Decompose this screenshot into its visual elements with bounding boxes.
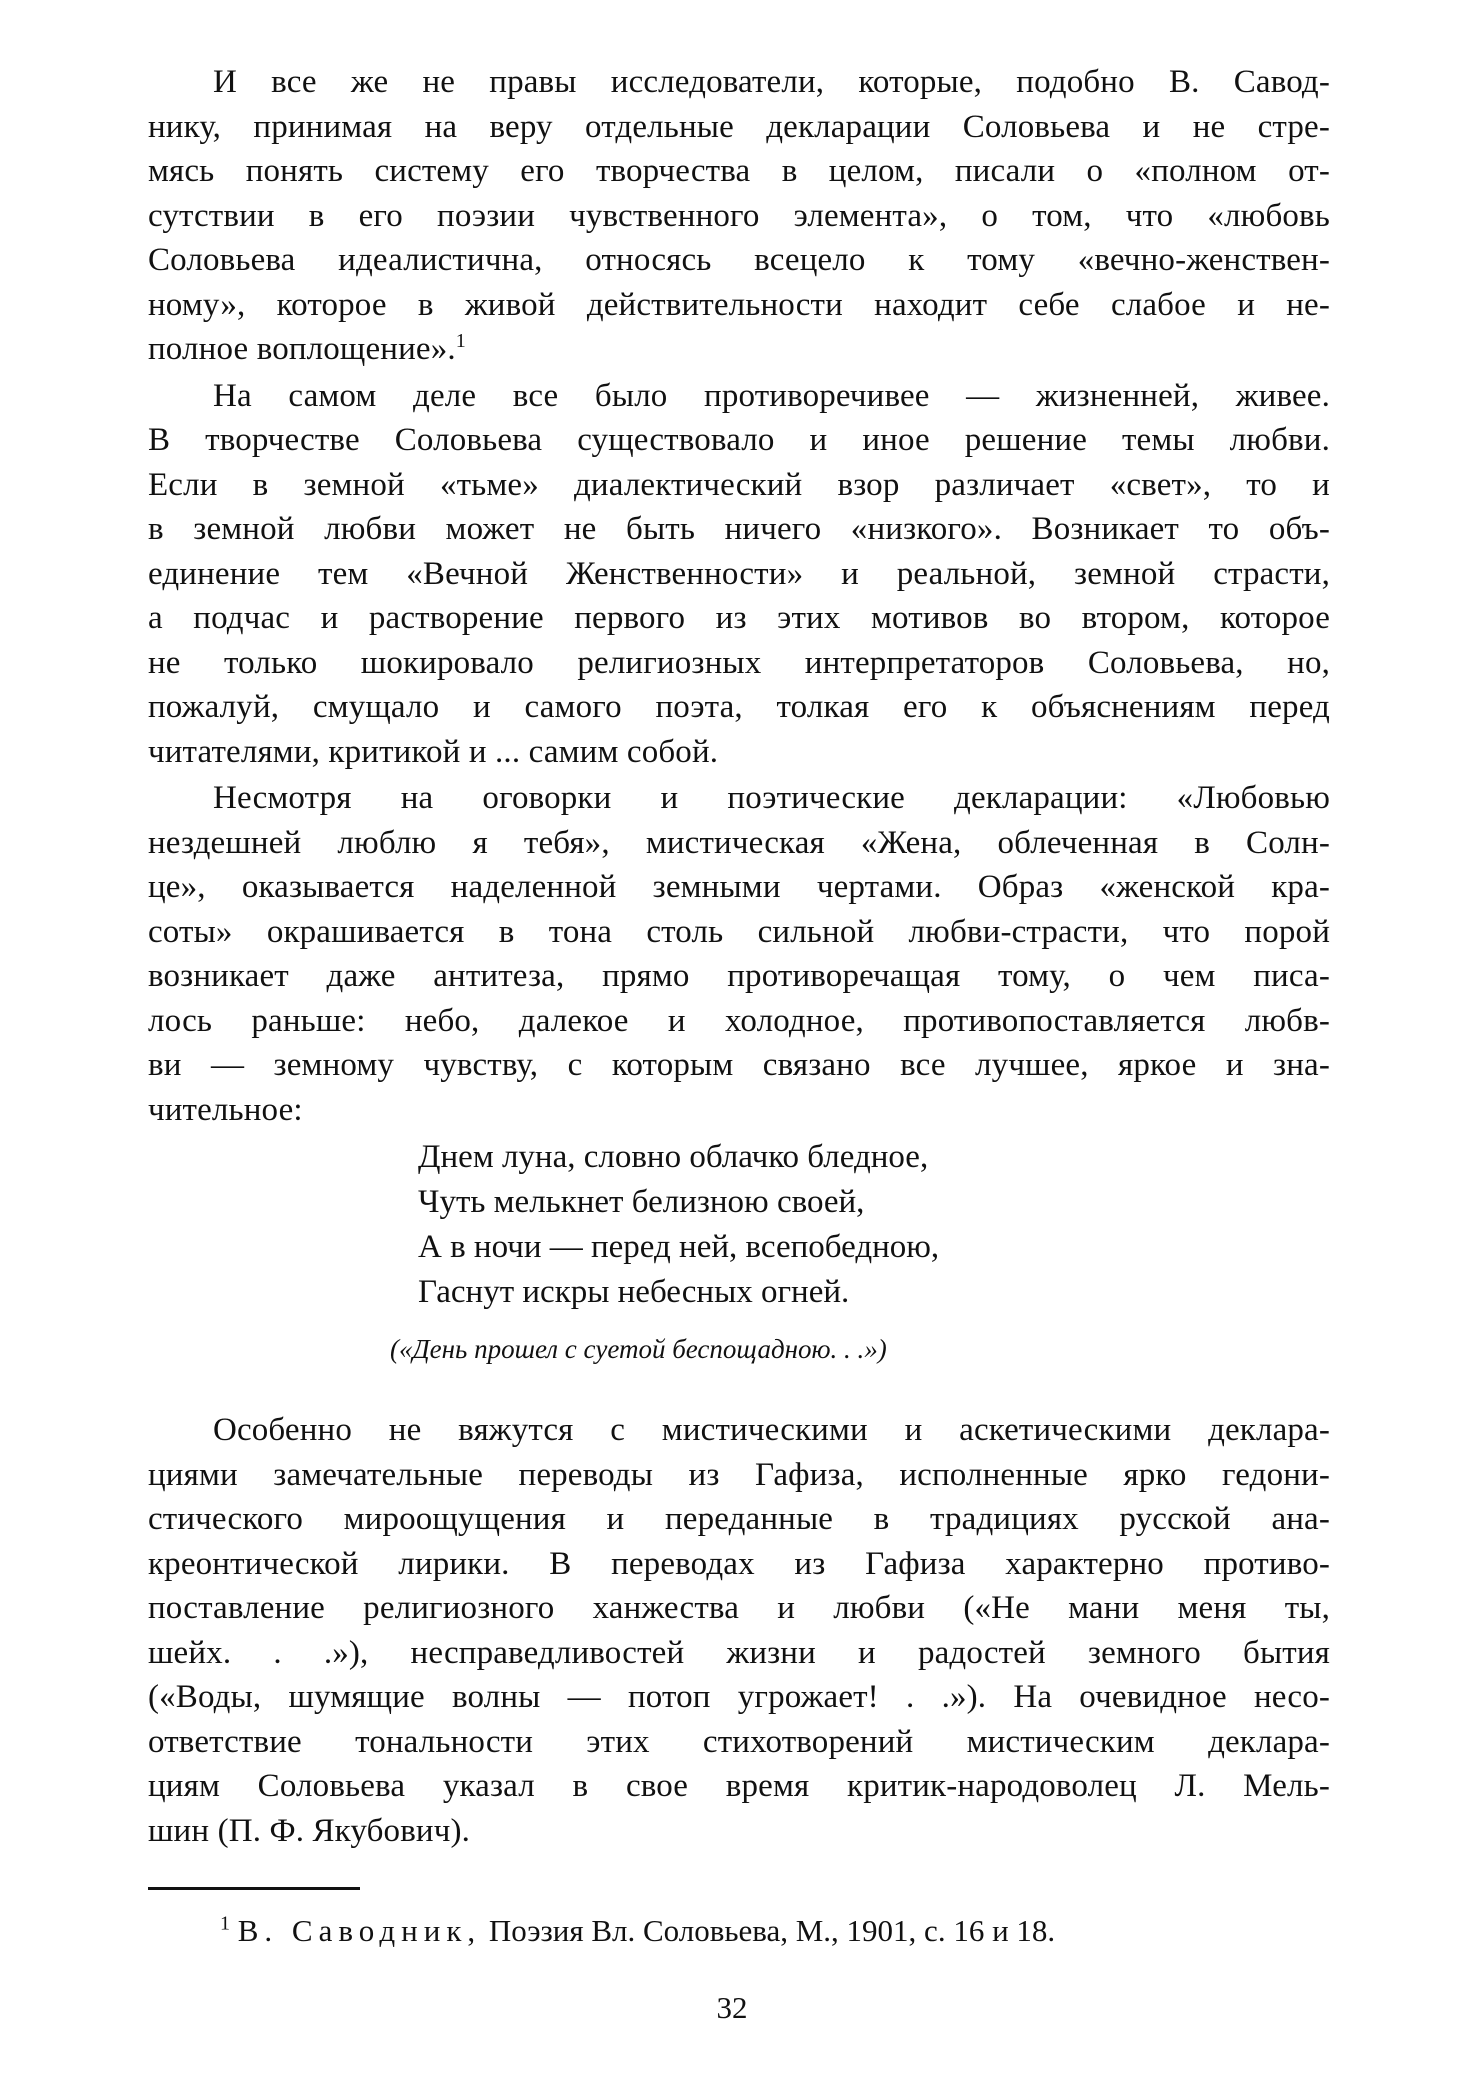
poem-line: Днем луна, словно облачко бледное, (418, 1139, 929, 1175)
text-line: лось раньше: небо, далекое и холодное, противопоставляется любв- (148, 1002, 1330, 1039)
text-line: единение тем «Вечной Женственности» и реальной, земной страсти, (148, 555, 1330, 592)
main-text-block-2 (148, 1408, 1330, 1853)
text-line-last (148, 327, 1330, 372)
page-number: 32 (716, 1990, 748, 2025)
text-line: соты» окрашивается в тона столь сильной любви-страсти, что порой (148, 913, 1330, 950)
text-line: ному», которое в живой действительности находит себе слабое и не- (148, 286, 1330, 323)
text-line: стического мироощущения и переданные в традициях русской ана- (148, 1501, 1330, 1537)
text-line: На самом деле все было противоречивее — жизненней, живее. (213, 377, 1330, 414)
text-line: циям Соловьева указал в свое время критик-народоволец Л. Мель- (148, 1768, 1330, 1804)
poem-line: Гаснут искры небесных огней. (418, 1274, 850, 1310)
text-line: а подчас и растворение первого из этих мотивов во втором, которое (148, 600, 1330, 636)
text-line: И все же не правы исследователи, которые, подобно В. Савод- (213, 64, 1330, 100)
main-text-block (148, 60, 1330, 1132)
footnote-citation: Поэзия Вл. Соловьева, М., 1901, с. 16 и 18. (481, 1913, 1056, 1948)
text-line-content: полное воплощение». (148, 331, 456, 367)
text-line: ви — земному чувству, с которым связано все лучшее, яркое и зна- (148, 1047, 1330, 1083)
text-line: нездешней люблю я тебя», мистическая «Жена, облеченная в Солн- (148, 824, 1330, 861)
paragraph-4 (148, 1408, 1330, 1853)
text-line: возникает даже антитеза, прямо противоречащая тому, о чем писа- (148, 958, 1330, 994)
text-line: не только шокировало религиозных интерпретаторов Соловьева, но, (148, 644, 1330, 681)
text-line: це», оказывается наделенной земными чертами. Образ «женской кра- (148, 869, 1330, 905)
text-line: мясь понять систему его творчества в целом, писали о «полном от- (148, 153, 1330, 189)
poem-quotation (418, 1135, 939, 1315)
text-line: пожалуй, смущало и самого поэта, толкая его к объяснениям перед (148, 689, 1330, 725)
paragraph-1 (148, 60, 1330, 372)
text-line: Если в земной «тьме» диалектический взор различает «свет», то и (148, 466, 1330, 503)
text-line-last: чительное: (148, 1091, 303, 1128)
text-line: Несмотря на оговорки и поэтические декларации: «Любовью (213, 780, 1330, 816)
text-line: Особенно не вяжутся с мистическими и аскетическими деклара- (213, 1412, 1330, 1448)
paragraph-3 (148, 776, 1330, 1132)
text-line: ответствие тональности этих стихотворений мистическим деклара- (148, 1723, 1330, 1760)
text-line: поставление религиозного ханжества и любви («Не мани меня ты, (148, 1590, 1330, 1626)
footnote-mark: 1 (220, 1912, 230, 1935)
text-line-last: читателями, критикой и ... самим собой. (148, 733, 719, 770)
paragraph-2 (148, 374, 1330, 775)
poem-line: Чуть мелькнет белизною своей, (418, 1184, 865, 1220)
text-line-last: шин (П. Ф. Якубович). (148, 1812, 471, 1849)
text-line: («Воды, шумящие волны — потоп угрожает! . .»). На очевидное несо- (148, 1679, 1330, 1715)
poem-source: («День прошел с суетой беспощадною. . .») (390, 1334, 887, 1364)
poem-line: А в ночи — перед ней, всепобедною, (418, 1229, 940, 1265)
text-line: креонтической лирики. В переводах из Гафиза характерно противо- (148, 1545, 1330, 1582)
text-line: шейх. . .»), несправедливостей жизни и радостей земного бытия (148, 1634, 1330, 1671)
text-line: Соловьева идеалистична, относясь всецело к тому «вечно-женствен- (148, 242, 1330, 278)
footnote-divider (148, 1887, 360, 1890)
text-line: нику, принимая на веру отдельные декларации Соловьева и не стре- (148, 108, 1330, 145)
text-line: В творчестве Соловьева существовало и иное решение темы любви. (148, 422, 1330, 458)
footnote (220, 1913, 1055, 1949)
footnote-reference[interactable]: 1 (455, 330, 466, 352)
text-line: циями замечательные переводы из Гафиза, исполненные ярко гедони- (148, 1456, 1330, 1493)
text-line: сутствии в его поэзии чувственного элемента», о том, что «любовь (148, 197, 1330, 234)
text-line: в земной любви может не быть ничего «низкого». Возникает то объ- (148, 511, 1330, 547)
footnote-author: В. Саводник, (237, 1913, 482, 1948)
